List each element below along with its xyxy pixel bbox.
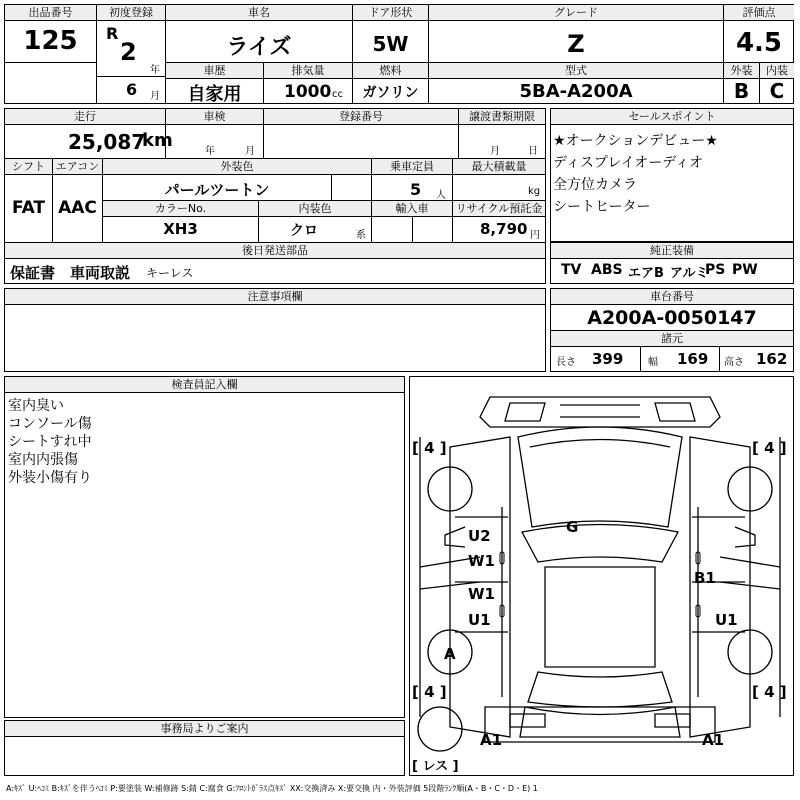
shift: FAT bbox=[11, 198, 46, 218]
sales-point-item: 全方位カメラ bbox=[553, 177, 637, 193]
damage-a-wheel: A bbox=[444, 645, 456, 663]
damage-a1-rear-left: A1 bbox=[480, 731, 503, 749]
inspection-month-unit: 月 bbox=[245, 146, 255, 157]
lot-label: 出品番号 bbox=[5, 5, 96, 21]
equipment-item: アルミ bbox=[670, 266, 709, 281]
int-color-unit: 系 bbox=[356, 230, 366, 241]
width: 169 bbox=[677, 350, 709, 368]
tire-front-left: [ 4 ] bbox=[412, 439, 447, 457]
model-label: 型式 bbox=[429, 63, 723, 79]
history-label: 車歴 bbox=[166, 63, 263, 79]
color-no-label: カラーNo. bbox=[103, 201, 258, 217]
lot-number: 125 bbox=[23, 26, 78, 56]
registration-label: 登録番号 bbox=[264, 109, 458, 125]
door-type: 5W bbox=[372, 32, 409, 56]
length: 399 bbox=[592, 350, 624, 368]
reg-month: 6 bbox=[126, 80, 138, 99]
exterior-label: 外装 bbox=[724, 63, 759, 79]
reg-year: 2 bbox=[120, 38, 137, 66]
exterior-color: パールツートン bbox=[164, 181, 270, 199]
air-conditioner: AAC bbox=[58, 198, 97, 218]
shift-label: シフト bbox=[5, 159, 52, 175]
chassis-number: A200A-0050147 bbox=[587, 307, 757, 329]
equipment-item: PW bbox=[732, 262, 758, 278]
interior-color: クロ bbox=[290, 223, 318, 239]
import-label: 輸入車 bbox=[372, 201, 452, 217]
transfer-day-unit: 日 bbox=[528, 146, 538, 157]
width-label: 幅 bbox=[648, 357, 658, 368]
mileage-unit: km bbox=[142, 130, 173, 151]
inspector-note: 外装小傷有り bbox=[8, 470, 92, 486]
color-label: 外装色 bbox=[103, 159, 371, 175]
color-no: XH3 bbox=[163, 220, 198, 238]
car-name-label: 車名 bbox=[166, 5, 352, 21]
inspection-year-unit: 年 bbox=[205, 146, 215, 157]
fuel: ガソリン bbox=[362, 85, 419, 101]
tire-rear-right: [ 4 ] bbox=[752, 683, 787, 701]
equipment-item: エアB bbox=[628, 266, 664, 281]
model: 5BA-A200A bbox=[519, 81, 633, 102]
displacement-label: 排気量 bbox=[264, 63, 352, 79]
fuel-label: 燃料 bbox=[353, 63, 428, 79]
legend: A:ｷｽﾞ U:ﾍｺﾐ B:ｷｽﾞを伴うﾍｺﾐ P:要塗装 W:補修跡 S:錆 C:腐食 G:ﾌﾛﾝﾄｶﾞﾗｽ点ｷｽﾞ XX:交換済み X:要交換 内・外装評価 5段階ﾗﾝｸ順(A・B・C・D・E) 1 bbox=[6, 784, 538, 793]
inspector-note: コンソール傷 bbox=[8, 416, 92, 432]
inspector-note: シートすれ中 bbox=[8, 434, 92, 450]
equipment-item: PS bbox=[705, 262, 726, 278]
equipment-item: ABS bbox=[591, 262, 623, 278]
grade-label: グレード bbox=[429, 5, 723, 21]
damage-b1-right: B1 bbox=[694, 569, 716, 587]
equipment-label: 純正装備 bbox=[551, 243, 793, 259]
glass-code: G bbox=[566, 518, 579, 536]
int-color-label: 内装色 bbox=[259, 201, 371, 217]
year-unit: 年 bbox=[150, 65, 160, 76]
transfer-label: 譲渡書類期限 bbox=[459, 109, 545, 125]
sales-point-item: ★オークションデビュー★ bbox=[553, 133, 718, 149]
sales-point-item: ディスプレイオーディオ bbox=[553, 155, 704, 171]
displacement-unit: cc bbox=[332, 89, 343, 100]
first-reg-label: 初度登録 bbox=[97, 5, 165, 21]
history: 自家用 bbox=[187, 84, 242, 105]
month-unit: 月 bbox=[150, 91, 160, 102]
damage-u1-right: U1 bbox=[715, 611, 738, 629]
tire-rear-left: [ 4 ] bbox=[412, 683, 447, 701]
score-label: 評価点 bbox=[724, 5, 794, 21]
load-label: 最大積載量 bbox=[453, 159, 545, 175]
later-item-manual: 車両取説 bbox=[70, 264, 131, 282]
inspector-note: 室内臭い bbox=[8, 398, 64, 414]
height-label: 高さ bbox=[724, 357, 744, 368]
door-label: ドア形状 bbox=[353, 5, 428, 21]
spare-tire-label: [ レス ] bbox=[412, 759, 459, 774]
damage-w1-front-left: W1 bbox=[468, 552, 495, 570]
transfer-month-unit: 月 bbox=[490, 146, 500, 157]
dimensions-label: 諸元 bbox=[551, 331, 793, 347]
grade: Z bbox=[567, 30, 585, 58]
recycle-unit: 円 bbox=[530, 230, 540, 241]
ac-label: エアコン bbox=[53, 159, 102, 175]
recycle-fee: 8,790 bbox=[480, 220, 528, 238]
damage-u2-front-left: U2 bbox=[468, 527, 491, 545]
later-label: 後日発送部品 bbox=[5, 243, 545, 259]
mileage: 25,087 bbox=[68, 130, 146, 154]
capacity: 5 bbox=[410, 180, 422, 199]
later-item-warranty: 保証書 bbox=[10, 264, 56, 282]
length-label: 長さ bbox=[556, 357, 576, 368]
sales-points-label: セールスポイント bbox=[551, 109, 793, 125]
damage-u1-rear-left: U1 bbox=[468, 611, 491, 629]
later-item-keyless: キーレス bbox=[146, 266, 194, 280]
damage-a1-rear-right: A1 bbox=[702, 731, 725, 749]
notes-label: 注意事項欄 bbox=[5, 289, 545, 305]
interior-label: 内装 bbox=[760, 63, 794, 79]
tire-front-right: [ 4 ] bbox=[752, 439, 787, 457]
office-label: 事務局よりご案内 bbox=[5, 721, 404, 737]
interior-grade: C bbox=[769, 79, 785, 103]
exterior-grade: B bbox=[733, 79, 750, 103]
capacity-unit: 人 bbox=[436, 190, 446, 201]
equipment-item: TV bbox=[561, 262, 582, 278]
recycle-label: リサイクル預託金 bbox=[453, 201, 545, 217]
inspection-label: 車検 bbox=[166, 109, 263, 125]
car-diagram bbox=[410, 377, 793, 775]
height: 162 bbox=[756, 350, 788, 368]
score: 4.5 bbox=[735, 28, 783, 58]
sales-point-item: シートヒーター bbox=[553, 199, 651, 215]
car-name: ライズ bbox=[226, 35, 292, 60]
damage-w1-rear-left: W1 bbox=[468, 585, 495, 603]
displacement: 1000 bbox=[284, 82, 332, 102]
era: R bbox=[106, 24, 119, 43]
inspector-note: 室内内張傷 bbox=[8, 452, 78, 468]
inspector-label: 検査員記入欄 bbox=[5, 377, 404, 393]
capacity-label: 乗車定員 bbox=[372, 159, 452, 175]
chassis-label: 車台番号 bbox=[551, 289, 793, 305]
load-unit: kg bbox=[528, 186, 541, 197]
mileage-label: 走行 bbox=[5, 109, 165, 125]
